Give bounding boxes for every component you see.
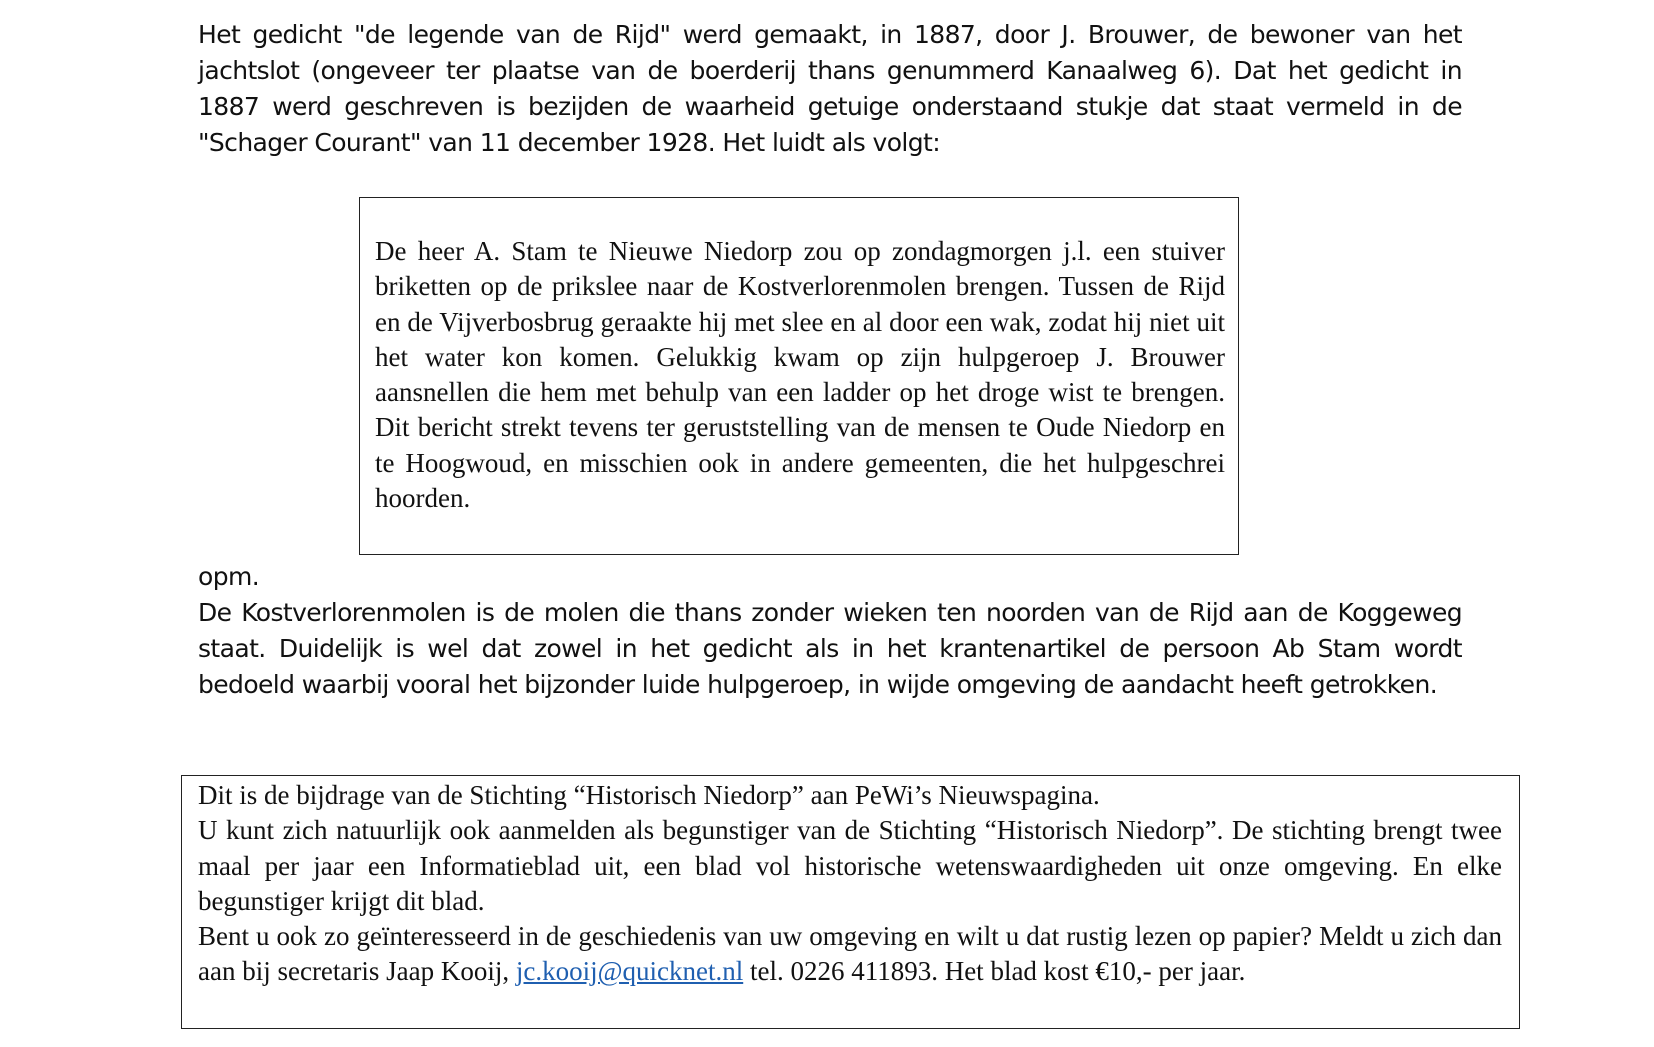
newspaper-quote-box [359,197,1239,555]
footer-contribution-line: Dit is de bijdrage van de Stichting “Historisch Niedorp” aan PeWi’s Nieuwspagina. [198,780,1100,810]
footer-price-text: tel. 0226 411893. Het blad kost €10,- per jaar. [743,956,1246,987]
newspaper-quote-text: De heer A. Stam te Nieuwe Niedorp zou op zondagmorgen j.l. een stuiver briketten op de prikslee naar de Kostverlorenmolen brengen. Tussen de Rijd en de Vijverbosbrug geraakte hij met slee en al door een wak, zodat hij niet uit het water kon komen. Gelukkig kwam op zijn hulpgeroep J. Brouwer aansnellen die hem met behulp van een ladder op het droge wist te brengen. Dit bericht strekt tevens ter geruststelling van de mensen te Oude Niedorp en te Hoogwoud, en misschien ook in andere gemeenten, die het hulpgeschrei hoorden. [375,236,1225,514]
email-link[interactable]: jc.kooij@quicknet.nl [515,956,744,987]
footer-contact-text: Bent u ook zo geïnteresseerd in de geschiedenis van uw omgeving en wilt u dat rustig lezen op papier? Meldt u zich dan aan bij secretaris Jaap Kooij, [198,921,1502,987]
footer-membership-paragraph: U kunt zich natuurlijk ook aanmelden als begunstiger van de Stichting “Historisch Niedorp”. De stichting brengt twee maal per jaar een Informatieblad uit, een blad vol historische wetenswaardigheden uit onze omgeving. En elke begunstiger krijgt dit blad. [198,815,1502,916]
footer-text [198,778,1502,990]
footer-info-box [181,775,1520,1029]
intro-paragraph: Het gedicht "de legende van de Rijd" werd gemaakt, in 1887, door J. Brouwer, de bewoner van het jachtslot (ongeveer ter plaatse van de boerderij thans genummerd Kanaalweg 6). Dat het gedicht in 1887 werd geschreven is bezijden de waarheid getuige onderstaand stukje dat staat vermeld in de "Schager Courant" van 11 december 1928. Het luidt als volgt: [198,20,1462,157]
note-label: opm. [198,562,260,591]
footer-contact-paragraph [198,919,1502,990]
note-paragraph: De Kostverlorenmolen is de molen die thans zonder wieken ten noorden van de Rijd aan de Koggeweg staat. Duidelijk is wel dat zowel in het gedicht als in het krantenartikel de persoon Ab Stam wordt bedoeld waarbij vooral het bijzonder luide hulpgeroep, in wijde omgeving de aandacht heeft getrokken. [198,598,1462,699]
